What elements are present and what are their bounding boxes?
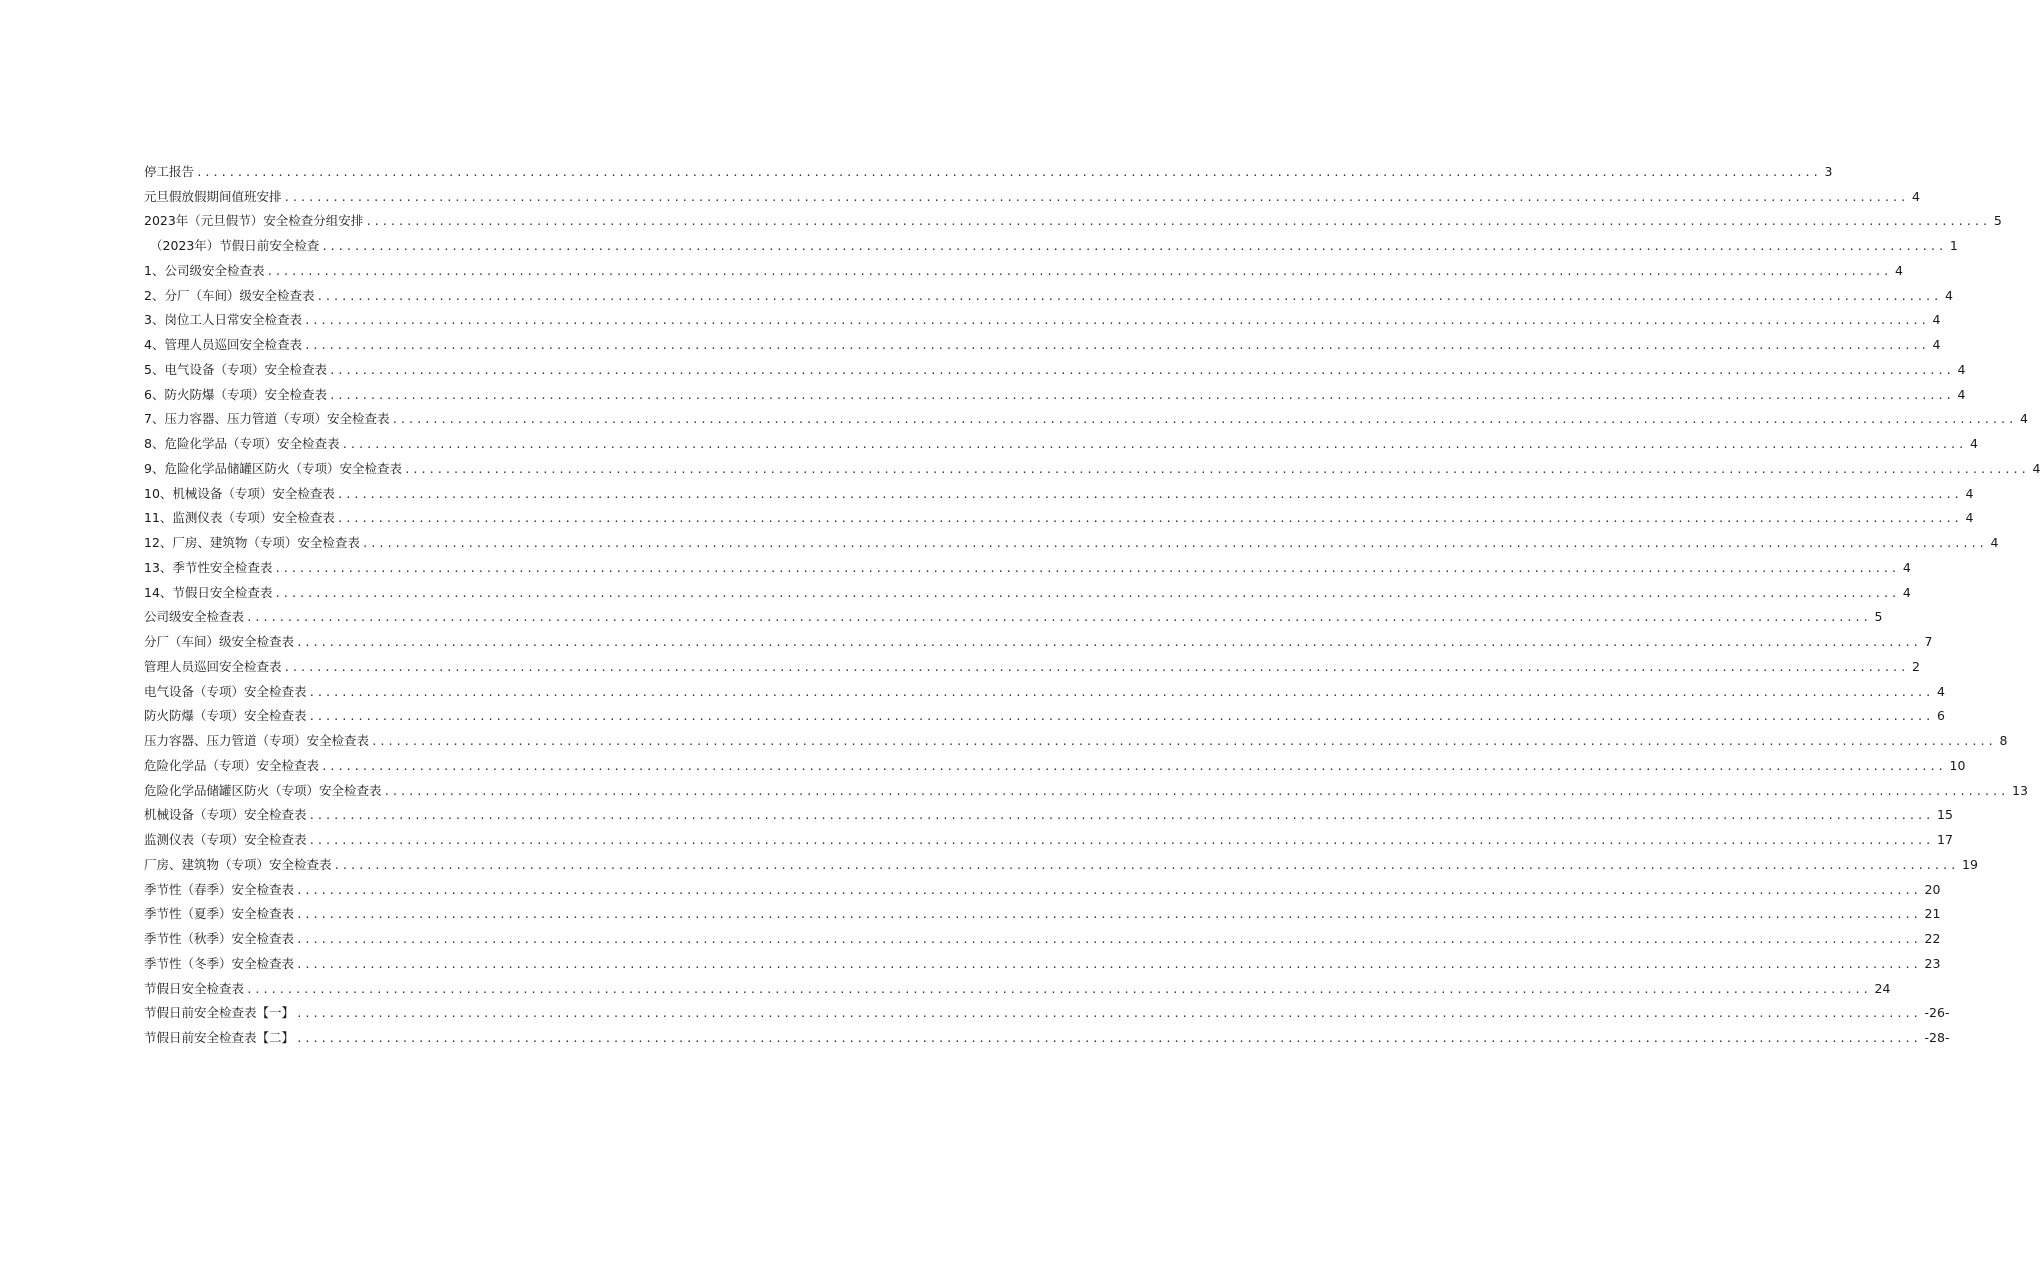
toc-entry-title: 危险化学品储罐区防火（专项）安全检查表 xyxy=(144,782,382,798)
dot-leader: ........................................................................................................................................................................................................ xyxy=(391,413,2016,427)
dot-leader: ........................................................................................................................................................................................................ xyxy=(296,933,1921,946)
toc-entry-title: 厂房、建筑物（专项）安全检查表 xyxy=(144,856,332,872)
table-of-contents xyxy=(144,155,2040,1046)
toc-entry-title: 11、监测仪表（专项）安全检查表 xyxy=(144,510,335,526)
toc-entry[interactable] xyxy=(144,823,1953,848)
toc-entry-title: 危险化学品（专项）安全检查表 xyxy=(144,757,320,773)
toc-entry[interactable] xyxy=(144,155,1833,180)
toc-entry-page: 4 xyxy=(1965,510,1974,526)
toc-entry[interactable] xyxy=(144,477,1974,502)
toc-entry[interactable] xyxy=(144,205,2002,230)
toc-entry-title: 8、危险化学品（专项）安全检查表 xyxy=(144,436,340,451)
dot-leader: ........................................................................................................................................................................................................ xyxy=(303,314,1929,328)
dot-leader: ........................................................................................................................................................................................................ xyxy=(328,363,1954,377)
dot-leader: ........................................................................................................................................................................................................ xyxy=(328,388,1954,402)
dot-leader: ........................................................................................................................................................................................................ xyxy=(274,561,1899,575)
toc-entry-page: 15 xyxy=(1937,807,1953,823)
toc-entry[interactable] xyxy=(144,304,1941,329)
dot-leader: ........................................................................................................................................................................................................ xyxy=(321,240,1946,253)
toc-entry-page: 4 xyxy=(1990,535,1999,550)
toc-entry[interactable] xyxy=(144,848,1978,873)
dot-leader: ........................................................................................................................................................................................................ xyxy=(308,710,1934,724)
dot-leader: ........................................................................................................................................................................................................ xyxy=(196,165,1821,179)
toc-entry[interactable] xyxy=(144,403,2028,428)
toc-entry-page: 10 xyxy=(1949,757,1966,773)
toc-entry-page: 19 xyxy=(1962,856,1978,872)
toc-entry-page: 4 xyxy=(1932,312,1941,328)
dot-leader: ........................................................................................................................................................................................................ xyxy=(266,264,1891,278)
toc-entry[interactable] xyxy=(144,799,1953,824)
toc-entry-page: 20 xyxy=(1924,881,1941,897)
dot-leader: ........................................................................................................................................................................................................ xyxy=(296,957,1921,971)
dot-leader: ........................................................................................................................................................................................................ xyxy=(246,982,1871,996)
dot-leader: ........................................................................................................................................................................................................ xyxy=(336,512,1962,526)
toc-entry-title: 节假日前安全检查表【一】 xyxy=(144,1005,295,1021)
dot-leader: ........................................................................................................................................................................................................ xyxy=(296,636,1921,649)
toc-entry[interactable] xyxy=(144,625,1933,650)
toc-entry-title: 电气设备（专项）安全检查表 xyxy=(144,683,307,699)
dot-leader: ........................................................................................................................................................................................................ xyxy=(371,735,1996,748)
dot-leader: ........................................................................................................................................................................................................ xyxy=(296,1032,1921,1045)
toc-entry-page: 4 xyxy=(1912,188,1920,204)
dot-leader: ........................................................................................................................................................................................................ xyxy=(308,809,1934,823)
dot-leader: ........................................................................................................................................................................................................ xyxy=(336,487,1962,501)
toc-entry-page: 4 xyxy=(2019,411,2028,427)
toc-entry[interactable] xyxy=(144,279,1953,304)
toc-entry[interactable] xyxy=(144,997,1950,1022)
toc-entry-page: 4 xyxy=(1902,584,1911,600)
toc-entry-page: 4 xyxy=(1894,262,1903,278)
toc-entry-title: 10、机械设备（专项）安全检查表 xyxy=(144,485,335,501)
toc-entry-page: 21 xyxy=(1924,906,1941,922)
dot-leader: ........................................................................................................................................................................................................ xyxy=(296,1007,1921,1021)
toc-entry[interactable] xyxy=(144,254,1903,279)
dot-leader: ........................................................................................................................................................................................................ xyxy=(283,190,1909,204)
dot-leader: ........................................................................................................................................................................................................ xyxy=(316,289,1941,303)
toc-entry-title: 9、危险化学品储罐区防火（专项）安全检查表 xyxy=(144,460,402,476)
toc-entry[interactable] xyxy=(144,328,1941,353)
toc-entry-page: 4 xyxy=(1902,559,1911,575)
toc-entry-page: 3 xyxy=(1824,163,1833,179)
toc-entry-title: 6、防火防爆（专项）安全检查表 xyxy=(144,386,327,402)
toc-entry-page: 4 xyxy=(1965,485,1974,501)
toc-entry-title: 压力容器、压力管道（专项）安全检查表 xyxy=(144,733,370,748)
toc-entry-title: 分厂（车间）级安全检查表 xyxy=(144,634,295,649)
toc-entry-page: 17 xyxy=(1937,832,1953,847)
toc-entry-title: 节假日安全检查表 xyxy=(144,980,245,996)
dot-leader: ........................................................................................................................................................................................................ xyxy=(308,834,1934,847)
toc-entry-page: 1 xyxy=(1949,238,1958,253)
toc-entry-page: 4 xyxy=(1957,386,1966,402)
toc-entry-page: 4 xyxy=(1937,683,1945,699)
toc-entry-title: 防火防爆（专项）安全检查表 xyxy=(144,708,307,724)
dot-leader: ........................................................................................................................................................................................................ xyxy=(383,784,2009,798)
toc-entry-title: 12、厂房、建筑物（专项）安全检查表 xyxy=(144,535,360,550)
toc-entry-page: 22 xyxy=(1924,931,1941,946)
toc-entry[interactable] xyxy=(144,427,1978,452)
dot-leader: ........................................................................................................................................................................................................ xyxy=(365,215,1990,229)
dot-leader: ........................................................................................................................................................................................................ xyxy=(403,462,2029,476)
dot-leader: ........................................................................................................................................................................................................ xyxy=(283,660,1909,674)
toc-entry[interactable] xyxy=(144,551,1911,576)
toc-entry-title: 季节性（冬季）安全检查表 xyxy=(144,955,295,971)
toc-entry[interactable] xyxy=(144,922,1941,947)
toc-entry-title: 7、压力容器、压力管道（专项）安全检查表 xyxy=(144,411,390,427)
toc-entry-page: 2 xyxy=(1912,658,1920,674)
toc-entry-page: 13 xyxy=(2012,782,2028,798)
toc-entry-page: 24 xyxy=(1874,980,1891,996)
toc-entry[interactable] xyxy=(144,774,2028,799)
toc-entry[interactable] xyxy=(144,947,1941,972)
toc-entry[interactable] xyxy=(144,749,1966,774)
toc-entry[interactable] xyxy=(144,650,1920,675)
dot-leader: ........................................................................................................................................................................................................ xyxy=(296,883,1921,897)
toc-entry-title: 1、公司级安全检查表 xyxy=(144,262,265,278)
toc-entry-page: 8 xyxy=(1999,733,2008,748)
toc-entry-title: 2023年（元旦假节）安全检查分组安排 xyxy=(144,213,364,229)
toc-entry-page: -28- xyxy=(1924,1030,1950,1045)
toc-entry-title: 监测仪表（专项）安全检查表 xyxy=(144,832,307,847)
toc-entry-page: 5 xyxy=(1874,609,1883,625)
toc-entry[interactable] xyxy=(144,898,1941,923)
toc-entry-title: 13、季节性安全检查表 xyxy=(144,559,273,575)
toc-entry-page: 4 xyxy=(2032,460,2040,476)
dot-leader: ........................................................................................................................................................................................................ xyxy=(361,537,1987,550)
toc-entry-title: 3、岗位工人日常安全检查表 xyxy=(144,312,302,328)
toc-entry-title: 公司级安全检查表 xyxy=(144,609,245,625)
dot-leader: ........................................................................................................................................................................................................ xyxy=(296,908,1921,922)
dot-leader: ........................................................................................................................................................................................................ xyxy=(274,586,1899,600)
dot-leader: ........................................................................................................................................................................................................ xyxy=(333,858,1959,872)
toc-entry[interactable] xyxy=(144,452,2040,477)
toc-entry-title: 14、节假日安全检查表 xyxy=(144,584,273,600)
toc-entry[interactable] xyxy=(144,353,1966,378)
toc-entry[interactable] xyxy=(144,724,2008,749)
toc-entry-page: 4 xyxy=(1932,337,1941,352)
toc-entry-title: （2023年）节假日前安全检查 xyxy=(150,238,320,253)
toc-entry-title: 管理人员巡回安全检查表 xyxy=(144,658,282,674)
toc-entry-title: 季节性（春季）安全检查表 xyxy=(144,881,295,897)
dot-leader: ........................................................................................................................................................................................................ xyxy=(246,611,1871,625)
toc-entry[interactable] xyxy=(144,972,1891,997)
toc-entry-title: 机械设备（专项）安全检查表 xyxy=(144,807,307,823)
dot-leader: ........................................................................................................................................................................................................ xyxy=(303,339,1929,352)
toc-entry-title: 4、管理人员巡回安全检查表 xyxy=(144,337,302,352)
toc-entry-title: 停工报告 xyxy=(144,163,195,179)
toc-entry-page: 5 xyxy=(1993,213,2002,229)
toc-entry[interactable] xyxy=(144,675,1945,700)
toc-entry-title: 2、分厂（车间）级安全检查表 xyxy=(144,287,315,303)
toc-entry[interactable] xyxy=(144,1021,1950,1046)
toc-entry[interactable] xyxy=(144,601,1883,626)
toc-entry[interactable] xyxy=(144,180,1920,205)
toc-entry-page: 7 xyxy=(1924,634,1933,649)
dot-leader: ........................................................................................................................................................................................................ xyxy=(341,438,1966,451)
toc-entry-page: 23 xyxy=(1924,955,1941,971)
toc-entry[interactable] xyxy=(144,700,1945,725)
toc-entry[interactable] xyxy=(144,502,1974,527)
toc-entry-title: 季节性（秋季）安全检查表 xyxy=(144,931,295,946)
toc-entry-page: 4 xyxy=(1957,361,1966,377)
toc-entry-page: 4 xyxy=(1969,436,1978,451)
toc-entry[interactable] xyxy=(144,229,1958,254)
toc-entry[interactable] xyxy=(144,576,1911,601)
toc-entry-page: 6 xyxy=(1937,708,1945,724)
toc-entry[interactable] xyxy=(144,526,1999,551)
toc-entry-title: 季节性（夏季）安全检查表 xyxy=(144,906,295,922)
toc-entry[interactable] xyxy=(144,873,1941,898)
toc-entry-page: 4 xyxy=(1944,287,1953,303)
dot-leader: ........................................................................................................................................................................................................ xyxy=(308,685,1934,699)
toc-entry-title: 5、电气设备（专项）安全检查表 xyxy=(144,361,327,377)
toc-entry-title: 元旦假放假期间值班安排 xyxy=(144,188,282,204)
toc-entry-page: -26- xyxy=(1924,1005,1950,1021)
dot-leader: ........................................................................................................................................................................................................ xyxy=(321,759,1946,773)
toc-entry[interactable] xyxy=(144,378,1966,403)
toc-entry-title: 节假日前安全检查表【二】 xyxy=(144,1030,295,1045)
